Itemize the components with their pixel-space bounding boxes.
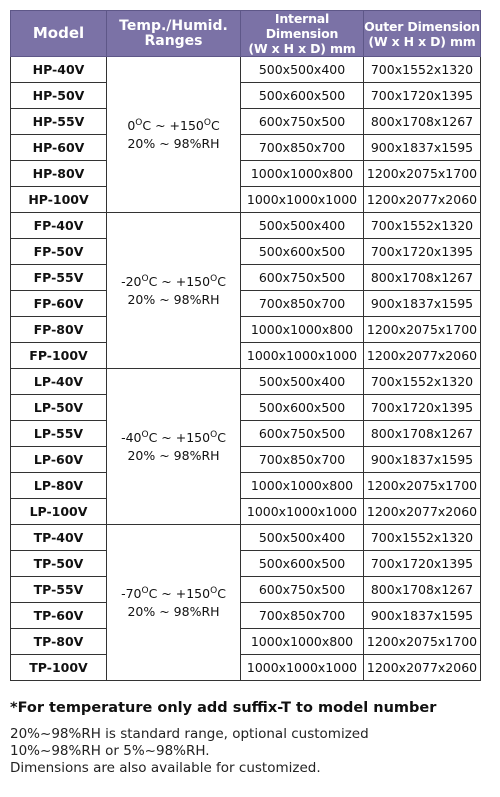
model-cell: LP-50V [11, 395, 107, 421]
temp-low: 0 [127, 118, 136, 133]
humidity-range: 20% ~ 98%RH [127, 604, 220, 619]
outer-dimension-cell: 700x1552x1320 [364, 525, 481, 551]
table-row [11, 499, 481, 525]
table-row [11, 551, 481, 577]
humidity-range: 20% ~ 98%RH [127, 292, 220, 307]
range-cell: $-20^OC$ ~ $+150^OC$ 20% ~ 98%RH [107, 213, 241, 369]
model-cell: HP-60V [11, 135, 107, 161]
header-model [11, 11, 107, 57]
internal-dimension-cell: 600x750x500 [241, 577, 364, 603]
outer-dimension-cell: 700x1720x1395 [364, 239, 481, 265]
model-cell: LP-40V [11, 369, 107, 395]
temp-unit: C [148, 274, 158, 289]
note-line: 10%~98%RH or 5%~98%RH. [10, 743, 210, 759]
model-cell: TP-50V [11, 551, 107, 577]
model-cell: TP-60V [11, 603, 107, 629]
temp-low: -70 [121, 586, 142, 601]
table-row [11, 265, 481, 291]
humidity-range: 20% ~ 98%RH [127, 448, 220, 463]
table-row [11, 577, 481, 603]
model-cell: HP-50V [11, 83, 107, 109]
temp-unit: C [148, 430, 158, 445]
temp-high: +150 [175, 430, 211, 445]
outer-dimension-cell: 700x1720x1395 [364, 83, 481, 109]
outer-dimension-cell: 1200x2075x1700 [364, 473, 481, 499]
model-cell: TP-40V [11, 525, 107, 551]
temp-unit: C [142, 118, 152, 133]
internal-dimension-cell: 500x500x400 [241, 525, 364, 551]
table-row [11, 343, 481, 369]
header-model-label: Model [32, 24, 85, 42]
temp-unit: C [148, 586, 158, 601]
table-header [11, 11, 481, 57]
temp-unit: C [217, 274, 226, 289]
degree-sign: O [141, 430, 149, 440]
model-cell: LP-100V [11, 499, 107, 525]
temp-unit: C [210, 118, 220, 133]
header-outer [364, 11, 481, 57]
degree-sign: O [135, 118, 143, 128]
outer-dimension-cell: 800x1708x1267 [364, 109, 481, 135]
degree-sign: O [141, 274, 149, 284]
outer-dimension-cell: 1200x2077x2060 [364, 655, 481, 681]
humidity-range: 20% ~ 98%RH [127, 136, 220, 151]
range-cell: $0^OC$ ~ $+150^OC$ 20% ~ 98%RH [107, 57, 241, 213]
temp-unit: C [217, 586, 226, 601]
table-row [11, 447, 481, 473]
outer-dimension-cell: 900x1837x1595 [364, 135, 481, 161]
internal-dimension-cell: 1000x1000x1000 [241, 343, 364, 369]
degree-sign: O [210, 274, 218, 284]
outer-dimension-cell: 1200x2075x1700 [364, 317, 481, 343]
internal-dimension-cell: 700x850x700 [241, 291, 364, 317]
outer-dimension-cell: 900x1837x1595 [364, 603, 481, 629]
internal-dimension-cell: 1000x1000x800 [241, 629, 364, 655]
header-internal [241, 11, 364, 57]
model-cell: FP-100V [11, 343, 107, 369]
range-cell: $-70^OC$ ~ $+150^OC$ 20% ~ 98%RH [107, 525, 241, 681]
internal-dimension-cell: 1000x1000x1000 [241, 187, 364, 213]
degree-sign: O [210, 430, 218, 440]
degree-sign: O [210, 586, 218, 596]
model-cell: FP-60V [11, 291, 107, 317]
internal-dimension-cell: 1000x1000x800 [241, 317, 364, 343]
temp-high: +150 [175, 274, 211, 289]
table-row [11, 213, 481, 239]
temp-unit: C [217, 430, 226, 445]
internal-dimension-cell: 500x500x400 [241, 213, 364, 239]
model-cell: FP-80V [11, 317, 107, 343]
internal-dimension-cell: 700x850x700 [241, 135, 364, 161]
model-cell: LP-55V [11, 421, 107, 447]
table-row [11, 369, 481, 395]
outer-dimension-cell: 700x1552x1320 [364, 369, 481, 395]
outer-dimension-cell: 800x1708x1267 [364, 577, 481, 603]
internal-dimension-cell: 600x750x500 [241, 421, 364, 447]
header-outer-line2: (W x H x D) mm [368, 33, 476, 49]
table-row [11, 291, 481, 317]
internal-dimension-cell: 700x850x700 [241, 447, 364, 473]
outer-dimension-cell: 900x1837x1595 [364, 447, 481, 473]
internal-dimension-cell: 600x750x500 [241, 265, 364, 291]
note-suffix: *For temperature only add suffix-T to model number [10, 700, 437, 716]
header-range [107, 11, 241, 57]
table-row [11, 603, 481, 629]
model-cell: TP-55V [11, 577, 107, 603]
outer-dimension-cell: 1200x2075x1700 [364, 629, 481, 655]
internal-dimension-cell: 1000x1000x1000 [241, 655, 364, 681]
outer-dimension-cell: 700x1552x1320 [364, 57, 481, 83]
temp-low: -20 [121, 274, 142, 289]
temp-high: +150 [169, 118, 204, 133]
internal-dimension-cell: 1000x1000x800 [241, 473, 364, 499]
internal-dimension-cell: 500x600x500 [241, 395, 364, 421]
internal-dimension-cell: 1000x1000x800 [241, 161, 364, 187]
outer-dimension-cell: 700x1720x1395 [364, 395, 481, 421]
outer-dimension-cell: 700x1552x1320 [364, 213, 481, 239]
header-internal-line2: (W x H x D) mm [248, 41, 356, 56]
table-row [11, 421, 481, 447]
internal-dimension-cell: 500x600x500 [241, 239, 364, 265]
model-cell: FP-50V [11, 239, 107, 265]
table-row [11, 239, 481, 265]
spec-table [10, 10, 481, 681]
header-internal-line1: Internal Dimension [265, 11, 339, 41]
internal-dimension-cell: 500x600x500 [241, 83, 364, 109]
outer-dimension-cell: 1200x2077x2060 [364, 499, 481, 525]
temp-high: +150 [175, 586, 211, 601]
header-outer-line1: Outer Dimension [364, 18, 480, 34]
model-cell: TP-100V [11, 655, 107, 681]
table-row [11, 317, 481, 343]
outer-dimension-cell: 1200x2077x2060 [364, 187, 481, 213]
degree-sign: O [141, 586, 149, 596]
model-cell: HP-80V [11, 161, 107, 187]
model-cell: HP-100V [11, 187, 107, 213]
table-row [11, 57, 481, 83]
table-row [11, 83, 481, 109]
model-cell: TP-80V [11, 629, 107, 655]
internal-dimension-cell: 500x600x500 [241, 551, 364, 577]
table-row [11, 395, 481, 421]
temp-low: -40 [121, 430, 142, 445]
table-body [11, 57, 481, 681]
table-row [11, 161, 481, 187]
outer-dimension-cell: 700x1720x1395 [364, 551, 481, 577]
internal-dimension-cell: 500x500x400 [241, 369, 364, 395]
internal-dimension-cell: 700x850x700 [241, 603, 364, 629]
note-line: 20%~98%RH is standard range, optional customized [10, 726, 369, 742]
table-row [11, 525, 481, 551]
outer-dimension-cell: 800x1708x1267 [364, 421, 481, 447]
header-row [11, 11, 481, 57]
model-cell: LP-80V [11, 473, 107, 499]
outer-dimension-cell: 800x1708x1267 [364, 265, 481, 291]
outer-dimension-cell: 1200x2077x2060 [364, 343, 481, 369]
model-cell: LP-60V [11, 447, 107, 473]
degree-sign: O [203, 118, 211, 128]
range-cell: $-40^OC$ ~ $+150^OC$ 20% ~ 98%RH [107, 369, 241, 525]
header-range-line1: Temp./Humid. [119, 17, 228, 34]
table-row [11, 655, 481, 681]
note-line: Dimensions are also available for customized. [10, 760, 321, 776]
model-cell: FP-40V [11, 213, 107, 239]
table-row [11, 473, 481, 499]
model-cell: FP-55V [11, 265, 107, 291]
header-range-line2: Ranges [144, 32, 203, 49]
outer-dimension-cell: 1200x2075x1700 [364, 161, 481, 187]
table-row [11, 109, 481, 135]
internal-dimension-cell: 1000x1000x1000 [241, 499, 364, 525]
model-cell: HP-40V [11, 57, 107, 83]
internal-dimension-cell: 600x750x500 [241, 109, 364, 135]
model-cell: HP-55V [11, 109, 107, 135]
internal-dimension-cell: 500x500x400 [241, 57, 364, 83]
table-row [11, 135, 481, 161]
table-row [11, 187, 481, 213]
notes [10, 700, 490, 777]
outer-dimension-cell: 900x1837x1595 [364, 291, 481, 317]
table-row [11, 629, 481, 655]
